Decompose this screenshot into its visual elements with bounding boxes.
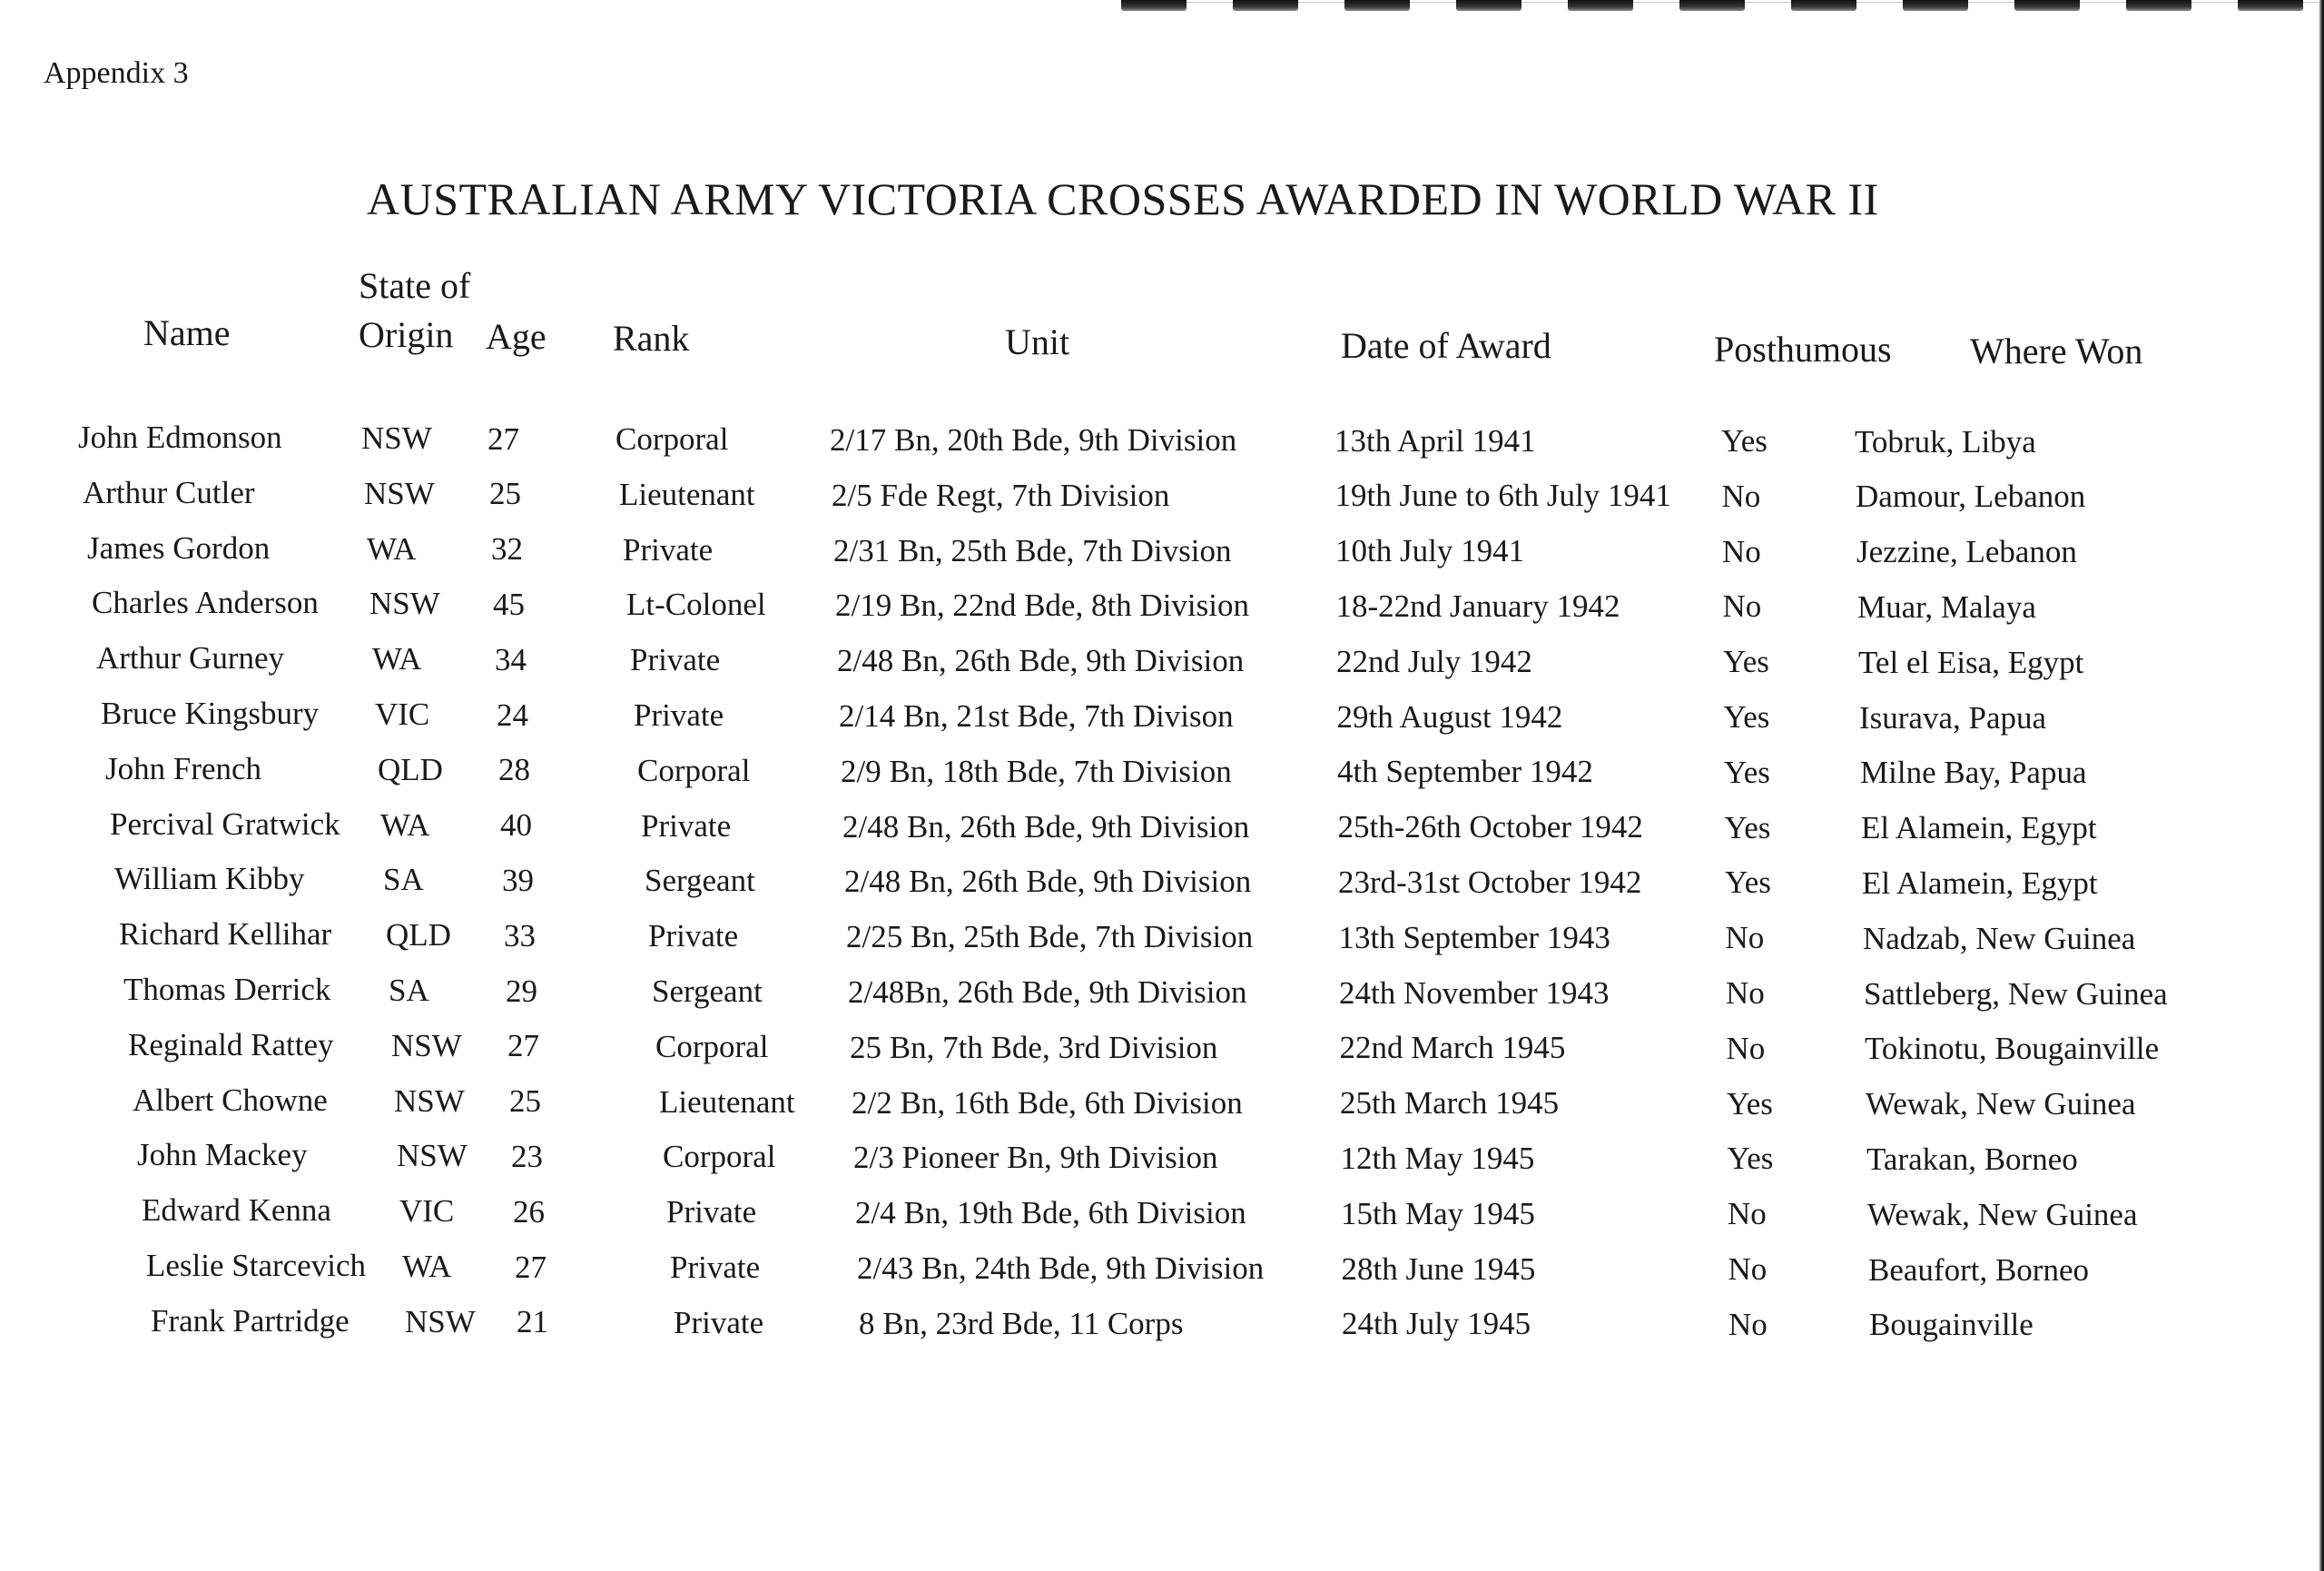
page-title: AUSTRALIAN ARMY VICTORIA CROSSES AWARDED IN WORLD WAR II <box>367 173 1879 224</box>
cell-date: 24th November 1943 <box>1339 974 1610 1011</box>
cell-state: NSW <box>397 1138 468 1174</box>
cell-posthumous: No <box>1728 1306 1768 1342</box>
cell-age: 34 <box>495 641 527 677</box>
cell-rank: Sergeant <box>652 973 763 1009</box>
cell-date: 23rd-31st October 1942 <box>1338 864 1642 900</box>
cell-rank: Private <box>634 697 724 733</box>
header-where-won: Where Won <box>1970 331 2143 371</box>
cell-age: 32 <box>491 531 523 568</box>
cell-date: 24th July 1945 <box>1342 1306 1531 1342</box>
cell-name: Frank Partridge <box>151 1302 350 1339</box>
cell-unit: 2/19 Bn, 22nd Bde, 8th Division <box>835 588 1249 624</box>
cell-unit: 2/48 Bn, 26th Bde, 9th Division <box>837 643 1245 679</box>
cell-posthumous: No <box>1721 478 1761 514</box>
cell-rank: Corporal <box>615 421 729 457</box>
binding-tooth <box>1791 0 1856 11</box>
cell-date: 29th August 1942 <box>1336 698 1563 735</box>
binding-tooth <box>2126 0 2191 11</box>
cell-where-won: Muar, Malaya <box>1857 588 2036 625</box>
binding-tooth <box>1679 0 1745 11</box>
header-posthumous: Posthumous <box>1714 329 1892 370</box>
cell-name: Reginald Rattey <box>128 1026 334 1062</box>
cell-where-won: Wewak, New Guinea <box>1867 1196 2138 1232</box>
cell-date: 13th September 1943 <box>1338 919 1610 955</box>
cell-name: John Edmonson <box>78 420 282 455</box>
cell-name: Charles Anderson <box>92 585 319 621</box>
header-unit: Unit <box>1005 321 1070 362</box>
cell-name: Arthur Gurney <box>96 640 285 677</box>
cell-state: NSW <box>391 1027 462 1063</box>
cell-name: Albert Chowne <box>133 1082 328 1118</box>
cell-state: WA <box>367 530 417 567</box>
cell-name: James Gordon <box>87 529 271 566</box>
cell-unit: 2/14 Bn, 21st Bde, 7th Divison <box>839 698 1234 734</box>
cell-where-won: Milne Bay, Papua <box>1860 755 2087 791</box>
cell-rank: Private <box>630 642 721 678</box>
cell-posthumous: Yes <box>1725 865 1771 901</box>
cell-rank: Private <box>648 918 739 954</box>
cell-posthumous: Yes <box>1723 699 1770 735</box>
cell-posthumous: No <box>1726 1030 1766 1066</box>
cell-unit: 2/3 Pioneer Bn, 9th Division <box>853 1140 1218 1176</box>
cell-rank: Lieutenant <box>659 1083 795 1120</box>
cell-unit: 8 Bn, 23rd Bde, 11 Corps <box>859 1305 1184 1341</box>
cell-date: 18-22nd January 1942 <box>1335 588 1620 624</box>
cell-unit: 2/17 Bn, 20th Bde, 9th Division <box>830 422 1237 458</box>
binding-tooth <box>1344 0 1410 11</box>
header-rank: Rank <box>613 318 690 359</box>
cell-state: NSW <box>361 420 432 456</box>
cell-name: John Mackey <box>137 1137 308 1173</box>
cell-rank: Private <box>674 1304 764 1340</box>
header-name: Name <box>143 312 231 353</box>
cell-where-won: El Alamein, Egypt <box>1861 810 2097 846</box>
cell-age: 45 <box>493 586 525 622</box>
cell-state: WA <box>402 1249 452 1284</box>
cell-posthumous: No <box>1722 588 1762 625</box>
cell-state: WA <box>380 806 430 843</box>
cell-rank: Private <box>641 807 732 844</box>
cell-state: SA <box>389 973 429 1008</box>
header-state-line2: Origin <box>359 314 454 355</box>
binding-tooth <box>2014 0 2080 11</box>
binding-tooth <box>1903 0 1968 11</box>
appendix-label: Appendix 3 <box>44 56 189 90</box>
cell-age: 29 <box>506 973 537 1009</box>
cell-unit: 2/48Bn, 26th Bde, 9th Division <box>848 974 1247 1010</box>
cell-rank: Private <box>670 1250 761 1285</box>
cell-age: 33 <box>504 917 536 953</box>
cell-state: QLD <box>386 917 451 953</box>
cell-age: 21 <box>517 1304 548 1340</box>
cell-state: QLD <box>378 751 443 787</box>
cell-posthumous: No <box>1728 1251 1768 1287</box>
cell-where-won: Tel el Eisa, Egypt <box>1858 644 2084 680</box>
cell-name: William Kibby <box>114 861 305 897</box>
cell-date: 13th April 1941 <box>1334 422 1536 459</box>
cell-where-won: Wewak, New Guinea <box>1866 1086 2136 1122</box>
cell-where-won: El Alamein, Egypt <box>1862 865 2098 901</box>
cell-rank: Lieutenant <box>619 476 755 512</box>
cell-unit: 2/48 Bn, 26th Bde, 9th Division <box>844 864 1252 900</box>
cell-age: 25 <box>489 476 521 512</box>
cell-posthumous: Yes <box>1721 423 1768 459</box>
cell-age: 23 <box>511 1138 543 1174</box>
cell-name: Thomas Derrick <box>123 972 331 1007</box>
cell-where-won: Bougainville <box>1869 1307 2034 1343</box>
cell-posthumous: Yes <box>1727 1085 1773 1121</box>
cell-where-won: Beaufort, Borneo <box>1868 1251 2089 1288</box>
cell-unit: 2/9 Bn, 18th Bde, 7th Division <box>841 753 1232 789</box>
cell-date: 15th May 1945 <box>1341 1195 1535 1231</box>
cell-age: 27 <box>487 420 519 457</box>
cell-state: SA <box>383 862 424 898</box>
cell-state: NSW <box>369 586 440 622</box>
cell-rank: Sergeant <box>645 863 755 899</box>
cell-rank: Corporal <box>655 1028 769 1064</box>
cell-rank: Lt-Colonel <box>626 587 766 623</box>
cell-where-won: Tokinotu, Bougainville <box>1865 1031 2160 1067</box>
cell-posthumous: Yes <box>1724 809 1771 845</box>
cell-age: 40 <box>500 807 532 844</box>
cell-name: Bruce Kingsbury <box>101 696 320 731</box>
cell-date: 25th-26th October 1942 <box>1337 809 1643 845</box>
cell-age: 27 <box>507 1028 539 1064</box>
cell-name: John French <box>105 750 262 786</box>
binding-tooth <box>1568 0 1633 11</box>
cell-state: NSW <box>394 1082 465 1119</box>
cell-date: 10th July 1941 <box>1335 533 1525 569</box>
cell-age: 39 <box>502 862 534 898</box>
header-age: Age <box>486 316 547 357</box>
cell-where-won: Nadzab, New Guinea <box>1863 920 2136 956</box>
binding-tooth <box>1456 0 1521 11</box>
cell-date: 12th May 1945 <box>1340 1140 1535 1176</box>
cell-date: 28th June 1945 <box>1341 1250 1536 1287</box>
cell-unit: 2/2 Bn, 16th Bde, 6th Division <box>852 1084 1243 1121</box>
cell-age: 28 <box>498 752 530 788</box>
cell-posthumous: Yes <box>1727 1141 1774 1177</box>
cell-posthumous: No <box>1726 975 1765 1011</box>
cell-rank: Private <box>666 1194 757 1230</box>
cell-unit: 2/43 Bn, 24th Bde, 9th Division <box>857 1250 1265 1286</box>
cell-name: Edward Kenna <box>142 1192 331 1229</box>
cell-where-won: Tarakan, Borneo <box>1866 1141 2078 1177</box>
cell-date: 4th September 1942 <box>1337 754 1593 790</box>
cell-date: 22nd March 1945 <box>1339 1030 1566 1066</box>
cell-state: VIC <box>375 697 430 732</box>
cell-where-won: Tobruk, Libya <box>1855 423 2036 459</box>
cell-where-won: Sattleberg, New Guinea <box>1864 975 2168 1012</box>
cell-posthumous: No <box>1722 533 1761 569</box>
cell-posthumous: No <box>1725 920 1765 956</box>
cell-unit: 25 Bn, 7th Bde, 3rd Division <box>850 1029 1218 1065</box>
cell-name: Arthur Cutler <box>83 474 255 510</box>
cell-state: VIC <box>399 1193 455 1230</box>
cell-posthumous: Yes <box>1723 644 1769 680</box>
cell-state: NSW <box>405 1303 476 1339</box>
cell-age: 26 <box>513 1193 545 1230</box>
cell-date: 19th June to 6th July 1941 <box>1334 478 1671 514</box>
cell-unit: 2/48 Bn, 26th Bde, 9th Division <box>842 808 1250 845</box>
cell-date: 22nd July 1942 <box>1336 643 1532 679</box>
cell-state: WA <box>372 641 422 677</box>
cell-where-won: Isurava, Papua <box>1859 699 2047 736</box>
cell-name: Leslie Starcevich <box>146 1248 366 1283</box>
binding-tooth <box>1121 0 1187 11</box>
cell-name: Richard Kellihar <box>119 916 332 953</box>
cell-where-won: Damour, Lebanon <box>1856 479 2086 515</box>
cell-rank: Corporal <box>637 752 751 788</box>
cell-posthumous: No <box>1728 1196 1767 1232</box>
header-date-of-award: Date of Award <box>1341 325 1551 366</box>
cell-name: Percival Gratwick <box>110 805 340 842</box>
cell-age: 25 <box>509 1083 541 1120</box>
header-state-line1: State of <box>359 265 471 306</box>
cell-age: 24 <box>497 697 528 733</box>
cell-unit: 2/31 Bn, 25th Bde, 7th Divsion <box>833 532 1232 568</box>
cell-state: NSW <box>364 475 435 511</box>
binding-comb <box>1121 0 2324 13</box>
cell-unit: 2/4 Bn, 19th Bde, 6th Division <box>855 1195 1246 1231</box>
cell-unit: 2/25 Bn, 25th Bde, 7th Division <box>846 919 1254 955</box>
cell-unit: 2/5 Fde Regt, 7th Division <box>832 477 1170 513</box>
cell-rank: Corporal <box>663 1139 776 1175</box>
cell-date: 25th March 1945 <box>1340 1085 1560 1121</box>
cell-where-won: Jezzine, Lebanon <box>1856 534 2077 570</box>
page-edge-shadow <box>2319 0 2324 1571</box>
binding-tooth <box>1233 0 1298 11</box>
cell-posthumous: Yes <box>1724 754 1770 790</box>
binding-tooth <box>2238 0 2303 11</box>
cell-rank: Private <box>623 531 714 568</box>
cell-age: 27 <box>515 1249 547 1285</box>
